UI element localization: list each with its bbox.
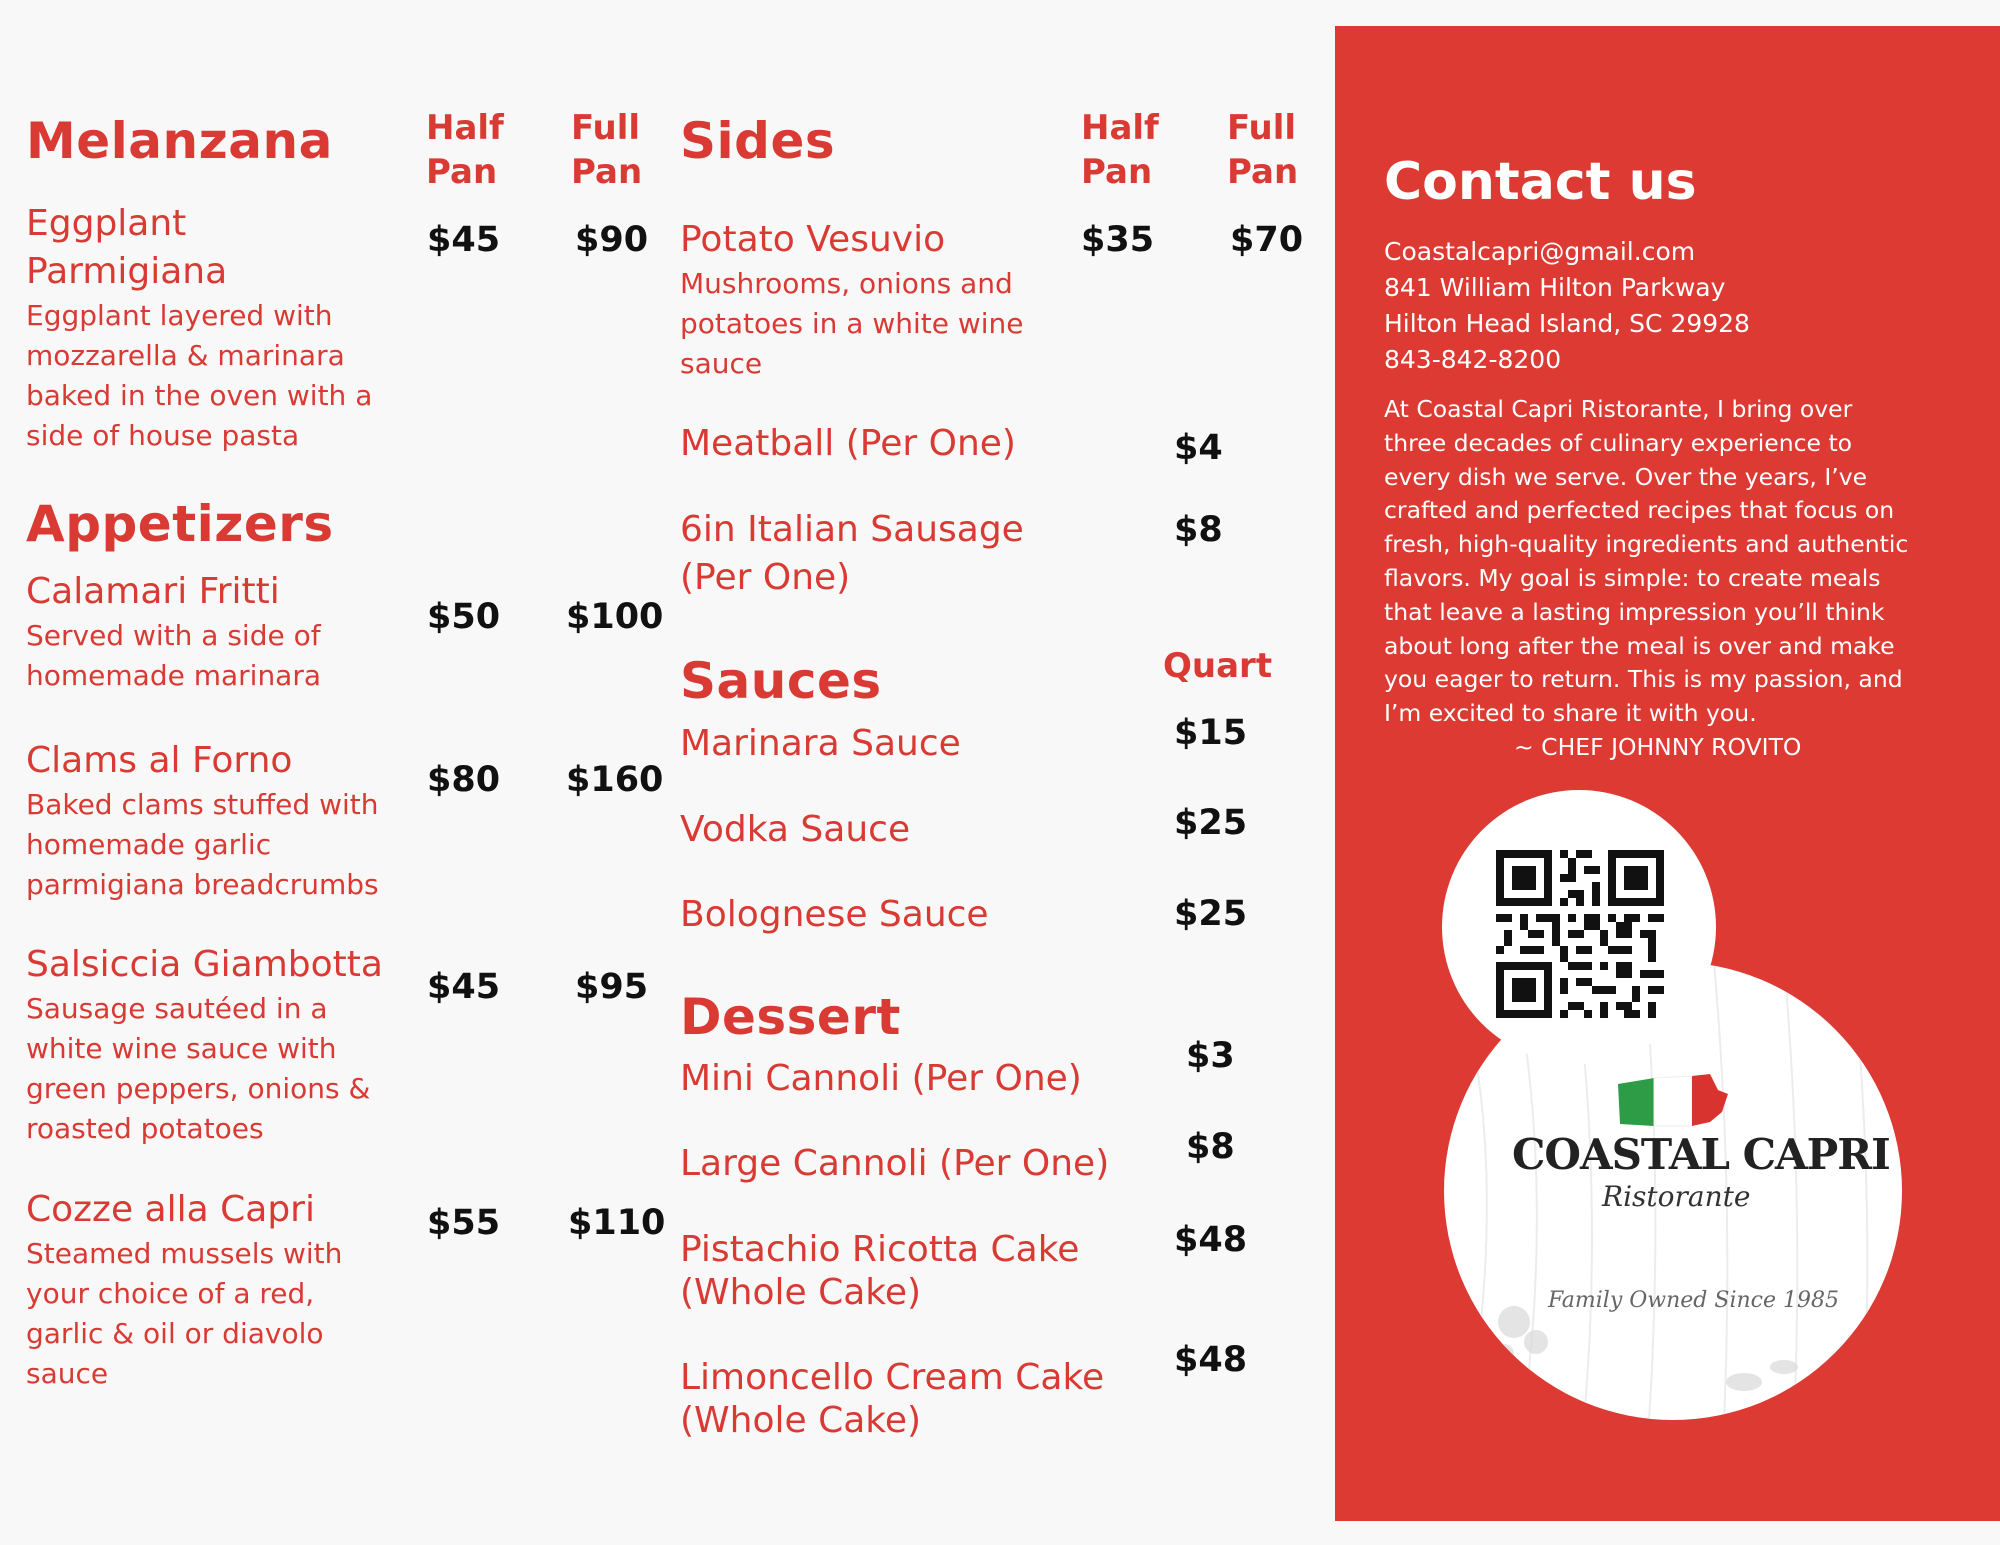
about-line: At Coastal Capri Ristorante, I bring over bbox=[1384, 395, 1853, 423]
section-title-appetizers: Appetizers bbox=[26, 495, 334, 553]
menu-item-limoncello-cake bbox=[680, 1354, 1104, 1445]
about-line: that leave a lasting impression you’ll think bbox=[1384, 597, 1885, 626]
item-name: Salsiccia Giambotta bbox=[26, 944, 383, 985]
about-paragraph bbox=[1384, 393, 1908, 731]
column-header-quart: Quart bbox=[1163, 646, 1273, 686]
price: $8 bbox=[1186, 1127, 1235, 1167]
menu-item-meatball: Meatball (Per One) bbox=[680, 423, 1016, 464]
column-header-full-pan bbox=[1227, 106, 1298, 194]
menu-item-cozze bbox=[26, 1186, 426, 1394]
menu-item-potato-vesuvio bbox=[680, 216, 1080, 384]
price: $4 bbox=[1174, 428, 1223, 468]
qr-code-icon[interactable] bbox=[1496, 850, 1664, 1018]
contact-address-line2: Hilton Head Island, SC 29928 bbox=[1384, 309, 1750, 338]
price-full: $95 bbox=[575, 967, 649, 1007]
price-half: $55 bbox=[427, 1203, 501, 1243]
header-full-line2: Pan bbox=[1227, 152, 1299, 192]
header-half-line1: Half bbox=[426, 108, 504, 148]
menu-item-mini-cannoli: Mini Cannoli (Per One) bbox=[680, 1058, 1082, 1099]
column-header-half-pan bbox=[1081, 106, 1159, 194]
about-line: fresh, high-quality ingredients and authentic bbox=[1384, 530, 1909, 559]
price-half: $35 bbox=[1081, 220, 1155, 260]
section-title-melanzana: Melanzana bbox=[26, 112, 333, 170]
item-desc-line: Served with a side of bbox=[26, 619, 321, 652]
item-desc-line: your choice of a red, bbox=[26, 1277, 315, 1310]
menu-item-large-cannoli: Large Cannoli (Per One) bbox=[680, 1143, 1110, 1184]
item-desc-line: Baked clams stuffed with bbox=[26, 788, 379, 821]
section-title-sauces: Sauces bbox=[680, 652, 882, 710]
item-desc-line: Mushrooms, onions and bbox=[680, 267, 1013, 300]
item-desc-line: Steamed mussels with bbox=[26, 1237, 343, 1270]
item-desc-line: sauce bbox=[26, 1357, 109, 1390]
about-line: every dish we serve. Over the years, I’ve bbox=[1384, 462, 1868, 491]
about-line: crafted and perfected recipes that focus on bbox=[1384, 496, 1895, 525]
menu-item-calamari bbox=[26, 568, 426, 696]
chef-signature: ~ CHEF JOHNNY ROVITO bbox=[1514, 733, 1802, 761]
contact-title: Contact us bbox=[1384, 152, 1697, 212]
item-desc-line: Sausage sautéed in a bbox=[26, 992, 328, 1025]
price-full: $160 bbox=[566, 760, 664, 800]
logo-tagline: Family Owned Since 1985 bbox=[1548, 1288, 1839, 1313]
header-full-line1: Full bbox=[571, 108, 641, 148]
menu-item-vodka: Vodka Sauce bbox=[680, 809, 911, 850]
item-name: Potato Vesuvio bbox=[680, 219, 946, 260]
item-desc-line: sauce bbox=[680, 347, 763, 380]
price-full: $90 bbox=[575, 220, 649, 260]
price: $15 bbox=[1174, 713, 1248, 753]
item-name-line: Eggplant bbox=[26, 203, 187, 244]
item-desc-line: parmigiana breadcrumbs bbox=[26, 868, 379, 901]
contact-address-line1: 841 William Hilton Parkway bbox=[1384, 273, 1726, 302]
price: $48 bbox=[1174, 1220, 1248, 1260]
menu-item-pistachio-cake bbox=[680, 1226, 1079, 1317]
about-line: about long after the meal is over and make bbox=[1384, 631, 1895, 660]
contact-phone[interactable]: 843-842-8200 bbox=[1384, 345, 1562, 374]
about-line: flavors. My goal is simple: to create meals bbox=[1384, 563, 1881, 592]
item-name-line: (Whole Cake) bbox=[680, 1272, 922, 1313]
logo-name: COASTAL CAPRI bbox=[1512, 1130, 1890, 1179]
price-half: $45 bbox=[427, 220, 501, 260]
item-desc-line: potatoes in a white wine bbox=[680, 307, 1024, 340]
menu-item-bolognese: Bolognese Sauce bbox=[680, 894, 989, 935]
item-name: Calamari Fritti bbox=[26, 571, 280, 612]
item-desc-line: Eggplant layered with bbox=[26, 299, 333, 332]
item-name-line: (Whole Cake) bbox=[680, 1400, 922, 1441]
column-header-half-pan bbox=[426, 106, 504, 194]
about-line: I’m excited to share it with you. bbox=[1384, 699, 1757, 728]
price-full: $100 bbox=[566, 597, 664, 637]
price-half: $80 bbox=[427, 760, 501, 800]
price-half: $45 bbox=[427, 967, 501, 1007]
contact-email[interactable]: Coastalcapri@gmail.com bbox=[1384, 237, 1696, 266]
header-full-line2: Pan bbox=[571, 152, 643, 192]
item-name-line: Parmigiana bbox=[26, 251, 228, 292]
qr-circle bbox=[1442, 790, 1716, 1064]
item-name: Cozze alla Capri bbox=[26, 1189, 315, 1230]
contact-details bbox=[1384, 234, 1750, 378]
item-name-line: 6in Italian Sausage bbox=[680, 509, 1024, 550]
header-full-line1: Full bbox=[1227, 108, 1297, 148]
price: $25 bbox=[1174, 894, 1248, 934]
item-desc-line: green peppers, onions & bbox=[26, 1072, 371, 1105]
menu-item-italian-sausage bbox=[680, 506, 1024, 602]
price: $48 bbox=[1174, 1340, 1248, 1380]
item-desc-line: mozzarella & marinara bbox=[26, 339, 345, 372]
menu-item-eggplant bbox=[26, 200, 426, 456]
item-desc-line: garlic & oil or diavolo bbox=[26, 1317, 324, 1350]
header-half-line2: Pan bbox=[1081, 152, 1153, 192]
section-title-dessert: Dessert bbox=[680, 988, 901, 1046]
item-name: Clams al Forno bbox=[26, 740, 293, 781]
price-half: $50 bbox=[427, 597, 501, 637]
section-title-sides: Sides bbox=[680, 112, 836, 170]
item-desc-line: roasted potatoes bbox=[26, 1112, 264, 1145]
price: $8 bbox=[1174, 510, 1223, 550]
item-desc-line: homemade marinara bbox=[26, 659, 322, 692]
item-name-line: Limoncello Cream Cake bbox=[680, 1357, 1105, 1398]
item-desc-line: white wine sauce with bbox=[26, 1032, 337, 1065]
header-half-line2: Pan bbox=[426, 152, 498, 192]
about-line: you eager to return. This is my passion, and bbox=[1384, 665, 1903, 694]
italian-flag-icon bbox=[1614, 1072, 1732, 1130]
item-name-line: (Per One) bbox=[680, 557, 851, 598]
menu-item-marinara: Marinara Sauce bbox=[680, 723, 961, 764]
column-header-full-pan bbox=[571, 106, 642, 194]
logo-subtitle: Ristorante bbox=[1602, 1180, 1751, 1213]
price-full: $110 bbox=[568, 1203, 666, 1243]
item-desc-line: baked in the oven with a bbox=[26, 379, 373, 412]
menu-item-clams bbox=[26, 737, 426, 905]
about-line: three decades of culinary experience to bbox=[1384, 428, 1853, 457]
item-desc-line: side of house pasta bbox=[26, 419, 300, 452]
header-half-line1: Half bbox=[1081, 108, 1159, 148]
menu-item-salsiccia bbox=[26, 941, 426, 1149]
price: $3 bbox=[1186, 1036, 1235, 1076]
item-name-line: Pistachio Ricotta Cake bbox=[680, 1229, 1080, 1270]
price-full: $70 bbox=[1230, 220, 1304, 260]
price: $25 bbox=[1174, 803, 1248, 843]
item-desc-line: homemade garlic bbox=[26, 828, 272, 861]
